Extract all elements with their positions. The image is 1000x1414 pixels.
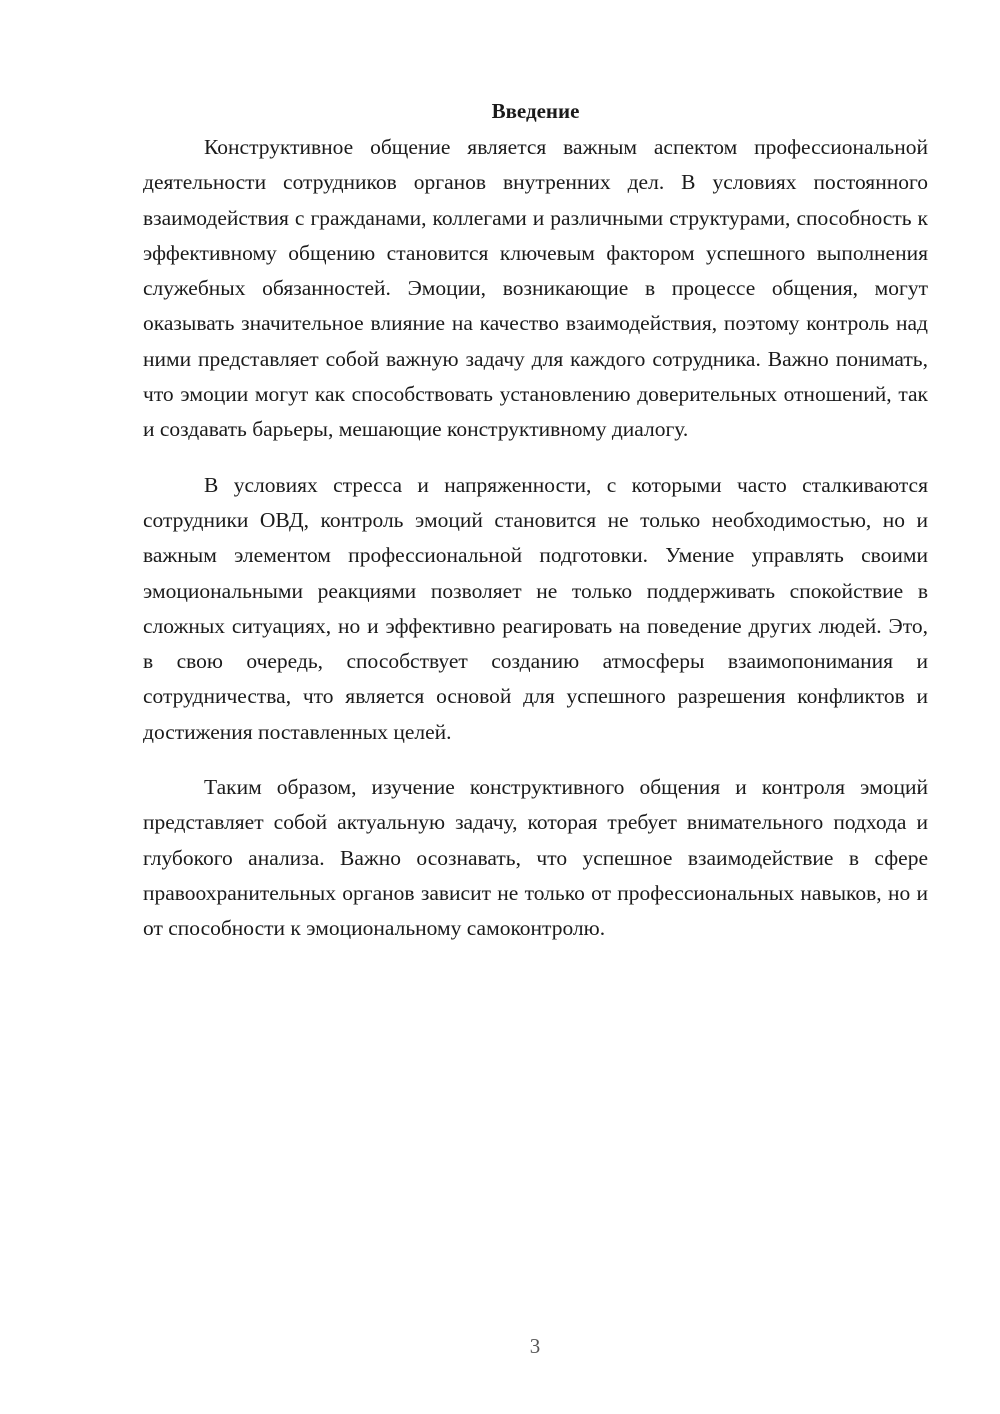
paragraph-3: Таким образом, изучение конструктивного общения и контроля эмоций представляет собой актуальную задачу, которая требует внимательного подхода и глубокого анализа. Важно осознавать, что успешное взаимодействие в сфере правоохранительных органов зависит не только от профессиональных навыков, но и от способности к эмоциональному самоконтролю. xyxy=(143,775,928,941)
page-number: 3 xyxy=(529,1334,541,1358)
document-body xyxy=(143,96,928,967)
paragraph-1: Конструктивное общение является важным аспектом профессиональной деятельности сотрудников органов внутренних дел. В условиях постоянного взаимодействия с гражданами, коллегами и различными структурами, способность к эффективному общению становится ключевым фактором успешного выполнения служебных обязанностей. Эмоции, возникающие в процессе общения, могут оказывать значительное влияние на качество взаимодействия, поэтому контроль над ними представляет собой важную задачу для каждого сотрудника. Важно понимать, что эмоции могут как способствовать установлению доверительных отношений, так и создавать барьеры, мешающие конструктивному диалогу. xyxy=(143,135,928,442)
section-title: Введение xyxy=(491,99,580,123)
paragraph-2: В условиях стресса и напряженности, с которыми часто сталкиваются сотрудники ОВД, контроль эмоций становится не только необходимостью, но и важным элементом профессиональной подготовки. Умение управлять своими эмоциональными реакциями позволяет не только поддерживать спокойствие в сложных ситуациях, но и эффективно реагировать на поведение других людей. Это, в свою очередь, способствует созданию атмосферы взаимопонимания и сотрудничества, что является основой для успешного разрешения конфликтов и достижения поставленных целей. xyxy=(143,472,928,744)
